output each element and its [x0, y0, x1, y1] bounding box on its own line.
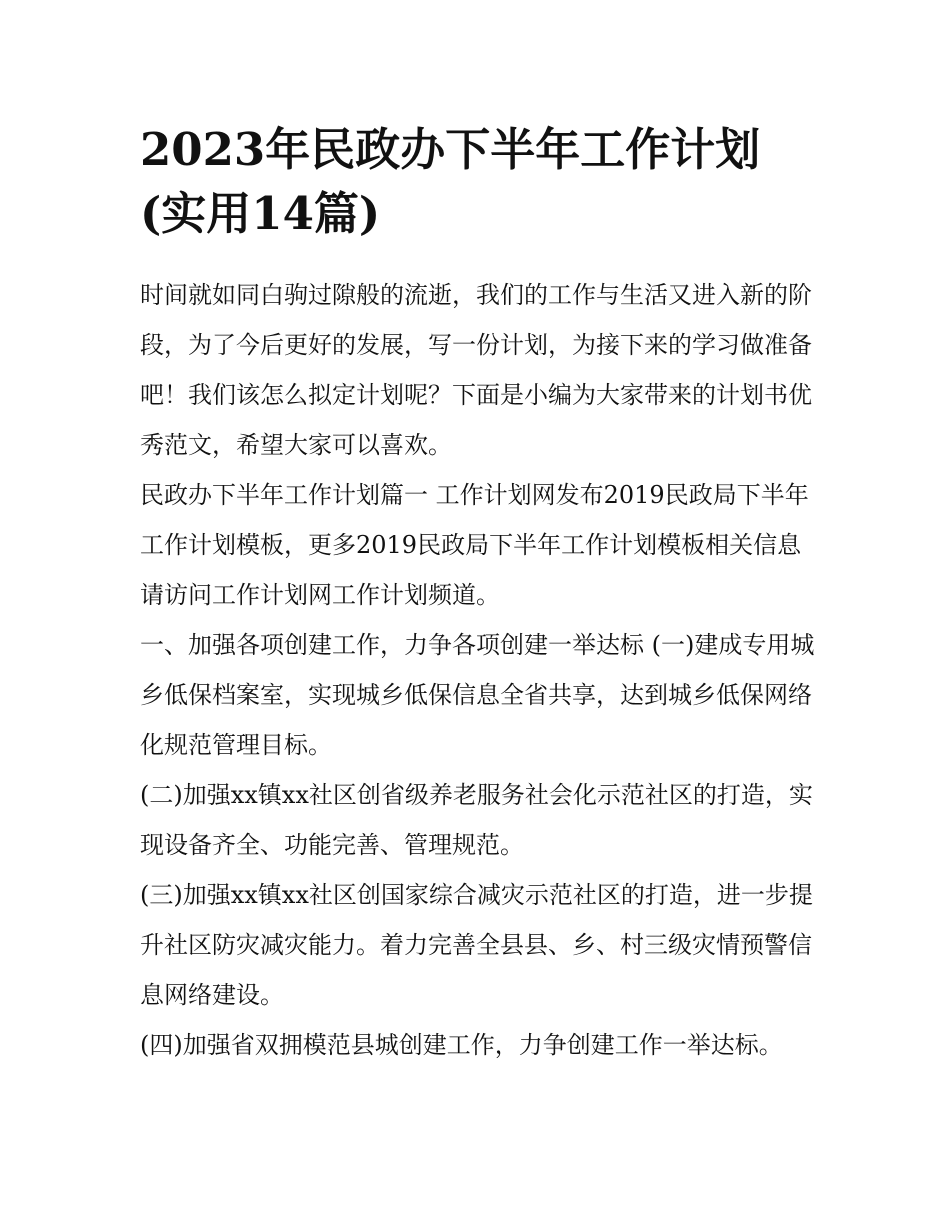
- paragraph-item-four: (四)加强省双拥模范县城创建工作，力争创建工作一举达标。: [140, 1031, 783, 1059]
- paragraph-plan-one: 民政办下半年工作计划篇一 工作计划网发布2019民政局下半年工作计划模板，更多2019民政局下半年工作计划模板相关信息请访问工作计划网工作计划频道。: [140, 481, 809, 609]
- document-title: 2023年民政办下半年工作计划(实用14篇): [140, 123, 761, 240]
- paragraph-intro: 时间就如同白驹过隙般的流逝，我们的工作与生活又进入新的阶段，为了今后更好的发展，写一份计划，为接下来的学习做准备吧！我们该怎么拟定计划呢？下面是小编为大家带来的计划书优秀范文，希望大家可以喜欢。: [140, 281, 812, 459]
- paragraph-item-three: (三)加强xx镇xx社区创国家综合减灾示范社区的打造，进一步提升社区防灾减灾能力。着力完善全县县、乡、村三级灾情预警信息网络建设。: [140, 881, 813, 1009]
- document-page: [140, 118, 820, 1070]
- paragraph-section-one: 一、加强各项创建工作，力争各项创建一举达标 (一)建成专用城乡低保档案室，实现城乡低保信息全省共享，达到城乡低保网络化规范管理目标。: [140, 631, 815, 759]
- paragraph-item-two: (二)加强xx镇xx社区创省级养老服务社会化示范社区的打造，实现设备齐全、功能完善、管理规范。: [140, 781, 813, 859]
